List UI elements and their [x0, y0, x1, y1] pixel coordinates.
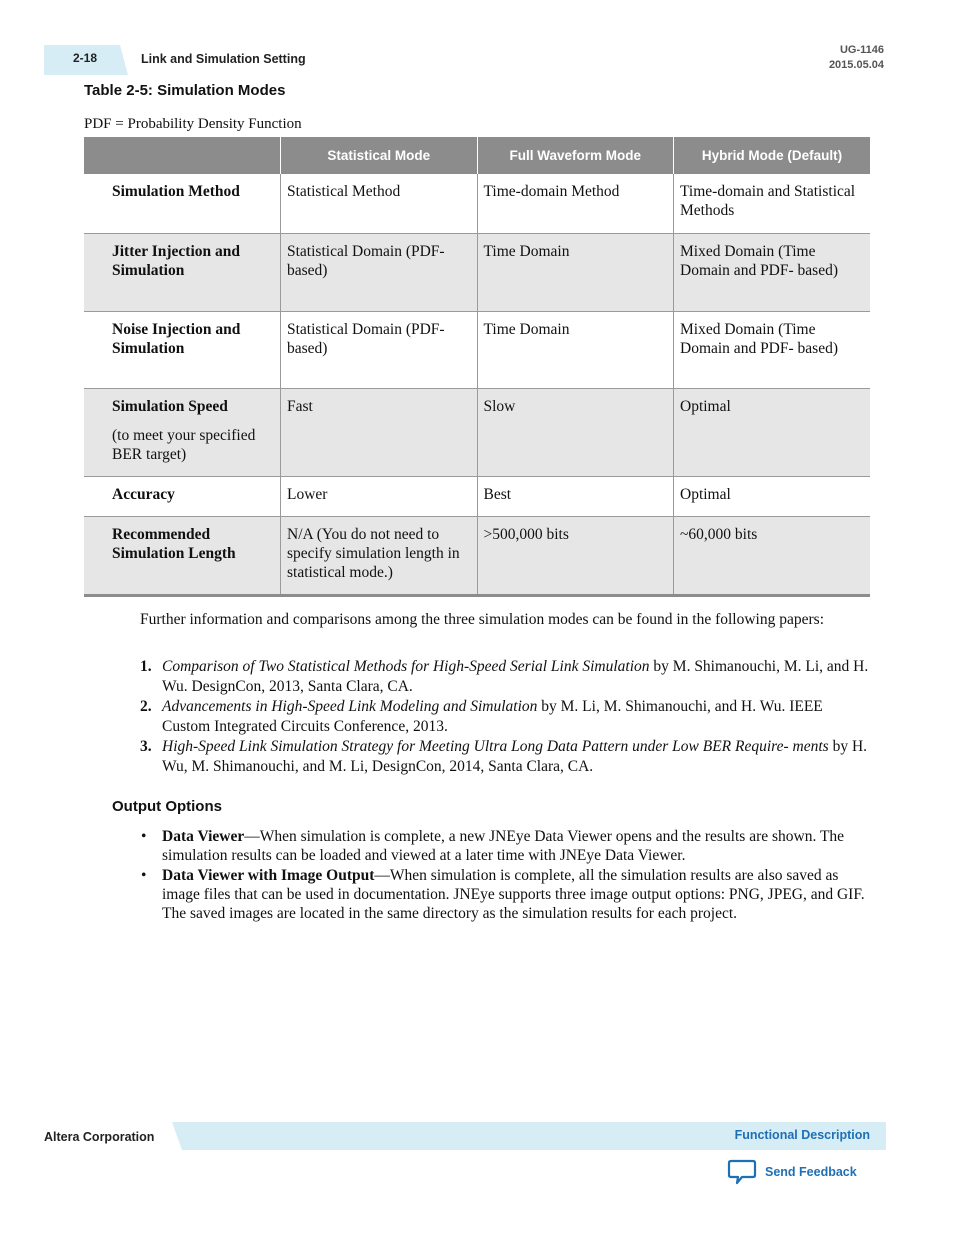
list-item: [140, 697, 870, 736]
table-cell: Mixed Domain (Time Domain and PDF- based): [674, 233, 871, 311]
row-label: Accuracy: [84, 476, 281, 516]
column-header-empty: [84, 137, 281, 174]
bullet-icon: •: [141, 867, 147, 884]
row-label: Jitter Injection and Simulation: [84, 233, 281, 311]
table-cell: N/A (You do not need to specify simulation length in statistical mode.): [281, 516, 478, 595]
column-header-hybrid: Hybrid Mode (Default): [674, 137, 871, 174]
table-caption: Table 2-5: Simulation Modes: [84, 82, 286, 99]
reference-list: [140, 657, 870, 777]
table-cell: Statistical Domain (PDF- based): [281, 311, 478, 388]
reference-details: by M. Shimanouchi, M. Li, and H. Wu. DesignCon, 2013, Santa Clara, CA.: [162, 658, 869, 695]
table-cell: ~60,000 bits: [674, 516, 871, 595]
table-cell: >500,000 bits: [477, 516, 674, 595]
send-feedback-link[interactable]: [727, 1158, 857, 1186]
list-number: 1.: [140, 658, 152, 675]
table-row: [84, 311, 870, 388]
list-number: 2.: [140, 698, 152, 715]
list-item: [140, 866, 870, 923]
row-label-note: (to meet your specified BER target): [112, 426, 256, 463]
table-cell: Time-domain Method: [477, 174, 674, 233]
page-number: 2-18: [73, 51, 98, 65]
intro-paragraph: Further information and comparisons among the three simulation modes can be found in the following papers:: [140, 611, 824, 628]
list-number: 3.: [140, 738, 152, 755]
reference-details: by M. Li, M. Shimanouchi, and H. Wu. IEEE Custom Integrated Circuits Conference, 2013.: [162, 698, 823, 735]
send-feedback-label: Send Feedback: [765, 1165, 857, 1179]
column-header-full-waveform: Full Waveform Mode: [477, 137, 674, 174]
document-id: [829, 43, 884, 73]
table-cell: Optimal: [674, 476, 871, 516]
table-row: [84, 174, 870, 233]
bullet-icon: •: [141, 828, 147, 845]
list-item: [140, 737, 870, 776]
row-label: Recommended Simulation Length: [84, 516, 281, 595]
table-cell: Statistical Method: [281, 174, 478, 233]
simulation-modes-table: [84, 137, 870, 597]
option-description: —When simulation is complete, a new JNEye Data Viewer opens and the results are shown. The simulation results can be loaded and viewed at a later time with JNEye Data Viewer.: [162, 828, 845, 864]
reference-title: Comparison of Two Statistical Methods for High-Speed Serial Link Simulation: [162, 658, 650, 675]
row-label-text: Simulation Speed: [112, 397, 228, 415]
row-label: [84, 388, 281, 476]
option-term: Data Viewer with Image Output: [162, 867, 375, 884]
table-row: [84, 516, 870, 595]
table-cell: Time-domain and Statistical Methods: [674, 174, 871, 233]
table-cell: Statistical Domain (PDF- based): [281, 233, 478, 311]
table-cell: Slow: [477, 388, 674, 476]
reference-title: High-Speed Link Simulation Strategy for Meeting Ultra Long Data Pattern under Low BER Require- ments: [162, 738, 829, 755]
table-cell: Lower: [281, 476, 478, 516]
table-cell: Time Domain: [477, 311, 674, 388]
row-label: Simulation Method: [84, 174, 281, 233]
table-note: PDF = Probability Density Function: [84, 116, 302, 132]
option-description: —When simulation is complete, all the simulation results are also saved as image files that can be used in documentation. JNEye supports three image output options: PNG, JPEG, and GIF. The saved images are located in the same directory as the simulation results for each project.: [162, 867, 865, 922]
table-row: [84, 233, 870, 311]
table-cell: Time Domain: [477, 233, 674, 311]
output-options-list: [140, 827, 870, 924]
table-header-row: [84, 137, 870, 174]
doc-id-code: UG-1146: [839, 44, 884, 56]
table-cell: Optimal: [674, 388, 871, 476]
table-row: [84, 388, 870, 476]
speech-bubble-icon: [727, 1158, 757, 1186]
table-cell: Best: [477, 476, 674, 516]
footer-section-link[interactable]: Functional Description: [734, 1128, 870, 1142]
list-item: [140, 827, 870, 865]
running-header-title: Link and Simulation Setting: [141, 52, 306, 66]
option-term: Data Viewer: [162, 828, 245, 845]
column-header-statistical: Statistical Mode: [281, 137, 478, 174]
footer-company: Altera Corporation: [44, 1130, 155, 1144]
table-row: [84, 476, 870, 516]
doc-date: 2015.05.04: [828, 59, 884, 71]
reference-details: by H. Wu, M. Shimanouchi, and M. Li, DesignCon, 2014, Santa Clara, CA.: [162, 738, 868, 775]
row-label: Noise Injection and Simulation: [84, 311, 281, 388]
table-cell: Mixed Domain (Time Domain and PDF- based): [674, 311, 871, 388]
reference-title: Advancements in High-Speed Link Modeling and Simulation: [162, 698, 538, 715]
list-item: [140, 657, 870, 696]
section-heading: Output Options: [112, 798, 222, 815]
table-cell: Fast: [281, 388, 478, 476]
